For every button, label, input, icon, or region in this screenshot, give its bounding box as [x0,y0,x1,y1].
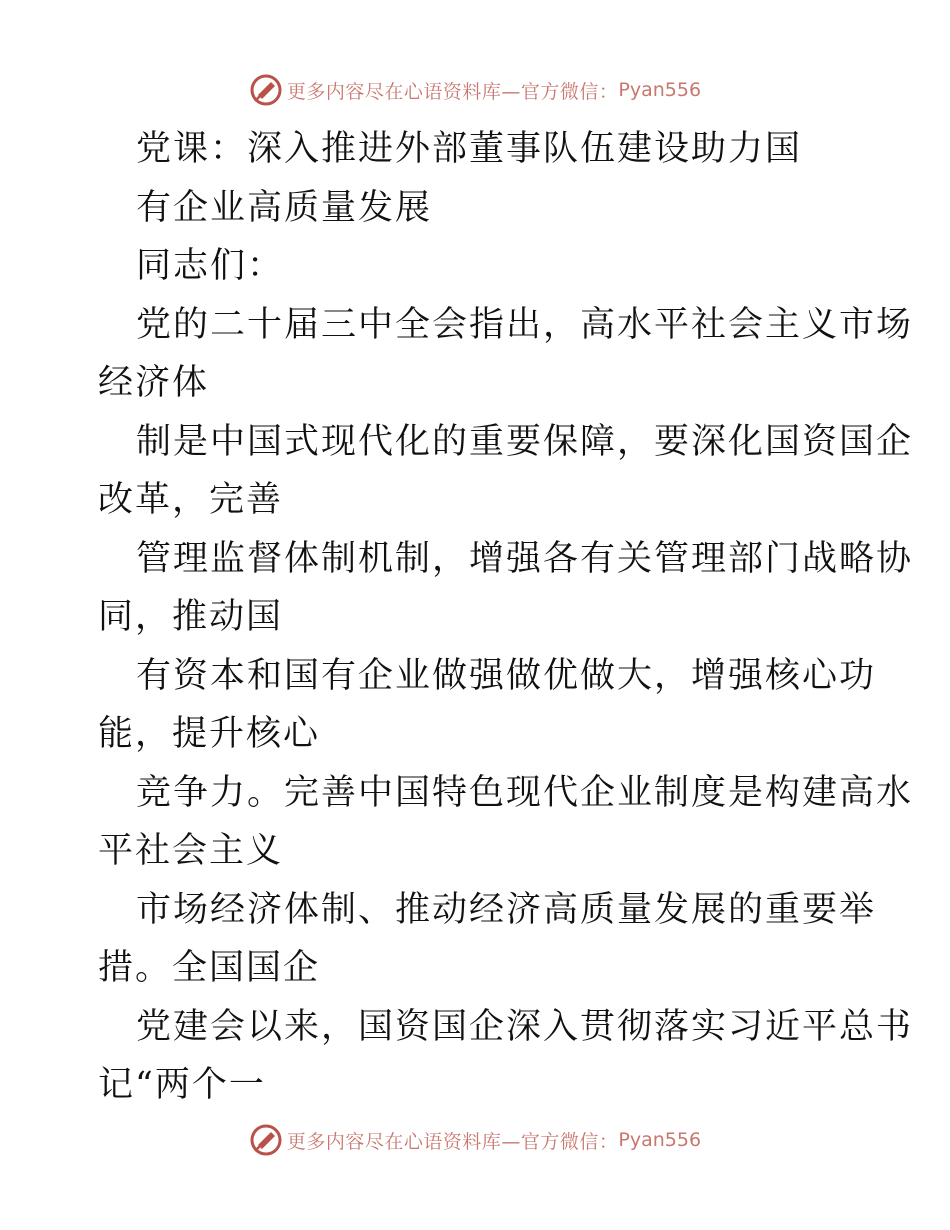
footer-watermark [0,1120,950,1160]
watermark-wechat-id: Pyan556 [618,1129,702,1151]
text-line: 竞争力。完善中国特色现代企业制度是构建高水 [136,772,914,813]
text-line: 有企业高质量发展 [136,187,433,228]
text-line: 党的二十届三中全会指出，高水平社会主义市场 [136,304,914,345]
text-line: 市场经济体制、推动经济高质量发展的重要举 [136,889,877,930]
seal-logo-icon [249,1123,283,1157]
watermark-wechat-id: Pyan556 [618,79,702,101]
text-line: 记“两个一 [98,1065,266,1105]
watermark-text: 更多内容尽在心语资料库—官方微信： [286,80,619,103]
seal-logo-icon [249,73,283,107]
text-line: 改革，完善 [98,480,284,520]
text-line: 经济体 [98,363,210,403]
text-line: 党课：深入推进外部董事队伍建设助力国 [136,129,803,169]
document-body [98,120,914,1115]
text-line: 平社会主义 [98,831,284,871]
text-line: 管理监督体制机制，增强各有关管理部门战略协 [136,538,914,579]
text-line: 党建会以来，国资国企深入贯彻落实习近平总书 [136,1006,914,1047]
text-line: 同，推动国 [98,597,284,637]
text-line: 措。全国国企 [98,948,321,988]
text-line: 有资本和国有企业做强做优做大，增强核心功 [136,655,877,696]
text-line: 制是中国式现代化的重要保障，要深化国资国企 [136,421,914,462]
watermark-text: 更多内容尽在心语资料库—官方微信： [286,1130,619,1153]
text-line: 能，提升核心 [98,714,321,754]
text-line: 同志们： [136,246,285,286]
header-watermark [0,70,950,110]
